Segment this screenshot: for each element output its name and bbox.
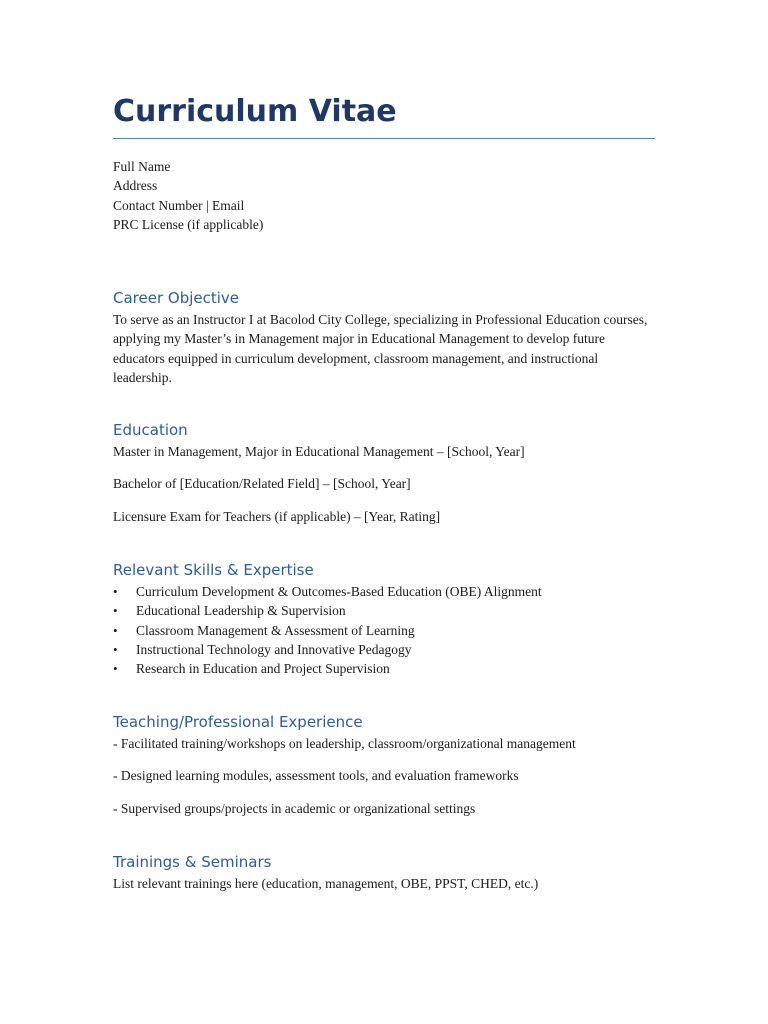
- career-objective-heading: Career Objective: [113, 289, 240, 307]
- experience-item: - Designed learning modules, assessment tools, and evaluation frameworks: [113, 768, 519, 784]
- document-title: Curriculum Vitae: [113, 92, 655, 139]
- skill-text: Curriculum Development & Outcomes-Based Education (OBE) Alignment: [136, 584, 542, 599]
- bullet-icon: •: [113, 622, 118, 638]
- trainings-heading: Trainings & Seminars: [113, 853, 272, 871]
- education-item: Master in Management, Major in Educational Management – [School, Year]: [113, 444, 525, 459]
- skill-text: Instructional Technology and Innovative Pedagogy: [136, 641, 412, 657]
- address: Address: [113, 178, 158, 194]
- bullet-icon: •: [113, 661, 118, 677]
- career-objective-text: To serve as an Instructor I at Bacolod City College, specializing in Professional Education courses, applying my Master’s in Management major in Educational Management to develop future educators equipped in curriculum development, classroom management, and instructional leadership.: [113, 312, 648, 385]
- bullet-icon: •: [113, 603, 118, 619]
- trainings-text: List relevant trainings here (education, management, OBE, PPST, CHED, etc.): [113, 876, 539, 891]
- skill-text: Classroom Management & Assessment of Learning: [136, 622, 415, 638]
- document-body: [113, 92, 655, 891]
- skill-item: [113, 659, 655, 678]
- prc-license: PRC License (if applicable): [113, 216, 264, 232]
- contact-block: [113, 157, 655, 234]
- bullet-icon: •: [113, 641, 118, 657]
- education-item: Bachelor of [Education/Related Field] – [School, Year]: [113, 476, 411, 492]
- skill-item: [113, 640, 655, 659]
- skill-item: [113, 601, 655, 620]
- education-item: Licensure Exam for Teachers (if applicable) – [Year, Rating]: [113, 508, 441, 524]
- contact-email: Contact Number | Email: [113, 197, 245, 213]
- skills-heading: Relevant Skills & Expertise: [113, 561, 314, 579]
- education-section: [113, 420, 655, 539]
- education-heading: Education: [113, 421, 188, 439]
- trainings-section: [113, 852, 655, 893]
- experience-section: [113, 712, 655, 831]
- skill-item: [113, 582, 655, 601]
- full-name: Full Name: [113, 159, 171, 174]
- skills-section: [113, 560, 655, 678]
- skill-item: [113, 621, 655, 640]
- bullet-icon: •: [113, 584, 118, 599]
- career-objective-section: [113, 288, 655, 387]
- skill-text: Research in Education and Project Supervision: [136, 661, 390, 677]
- experience-item: - Supervised groups/projects in academic or organizational settings: [113, 800, 476, 816]
- skills-list: [113, 582, 655, 678]
- experience-item: - Facilitated training/workshops on leadership, classroom/organizational management: [113, 736, 576, 751]
- experience-heading: Teaching/Professional Experience: [113, 713, 363, 731]
- skill-text: Educational Leadership & Supervision: [136, 603, 346, 619]
